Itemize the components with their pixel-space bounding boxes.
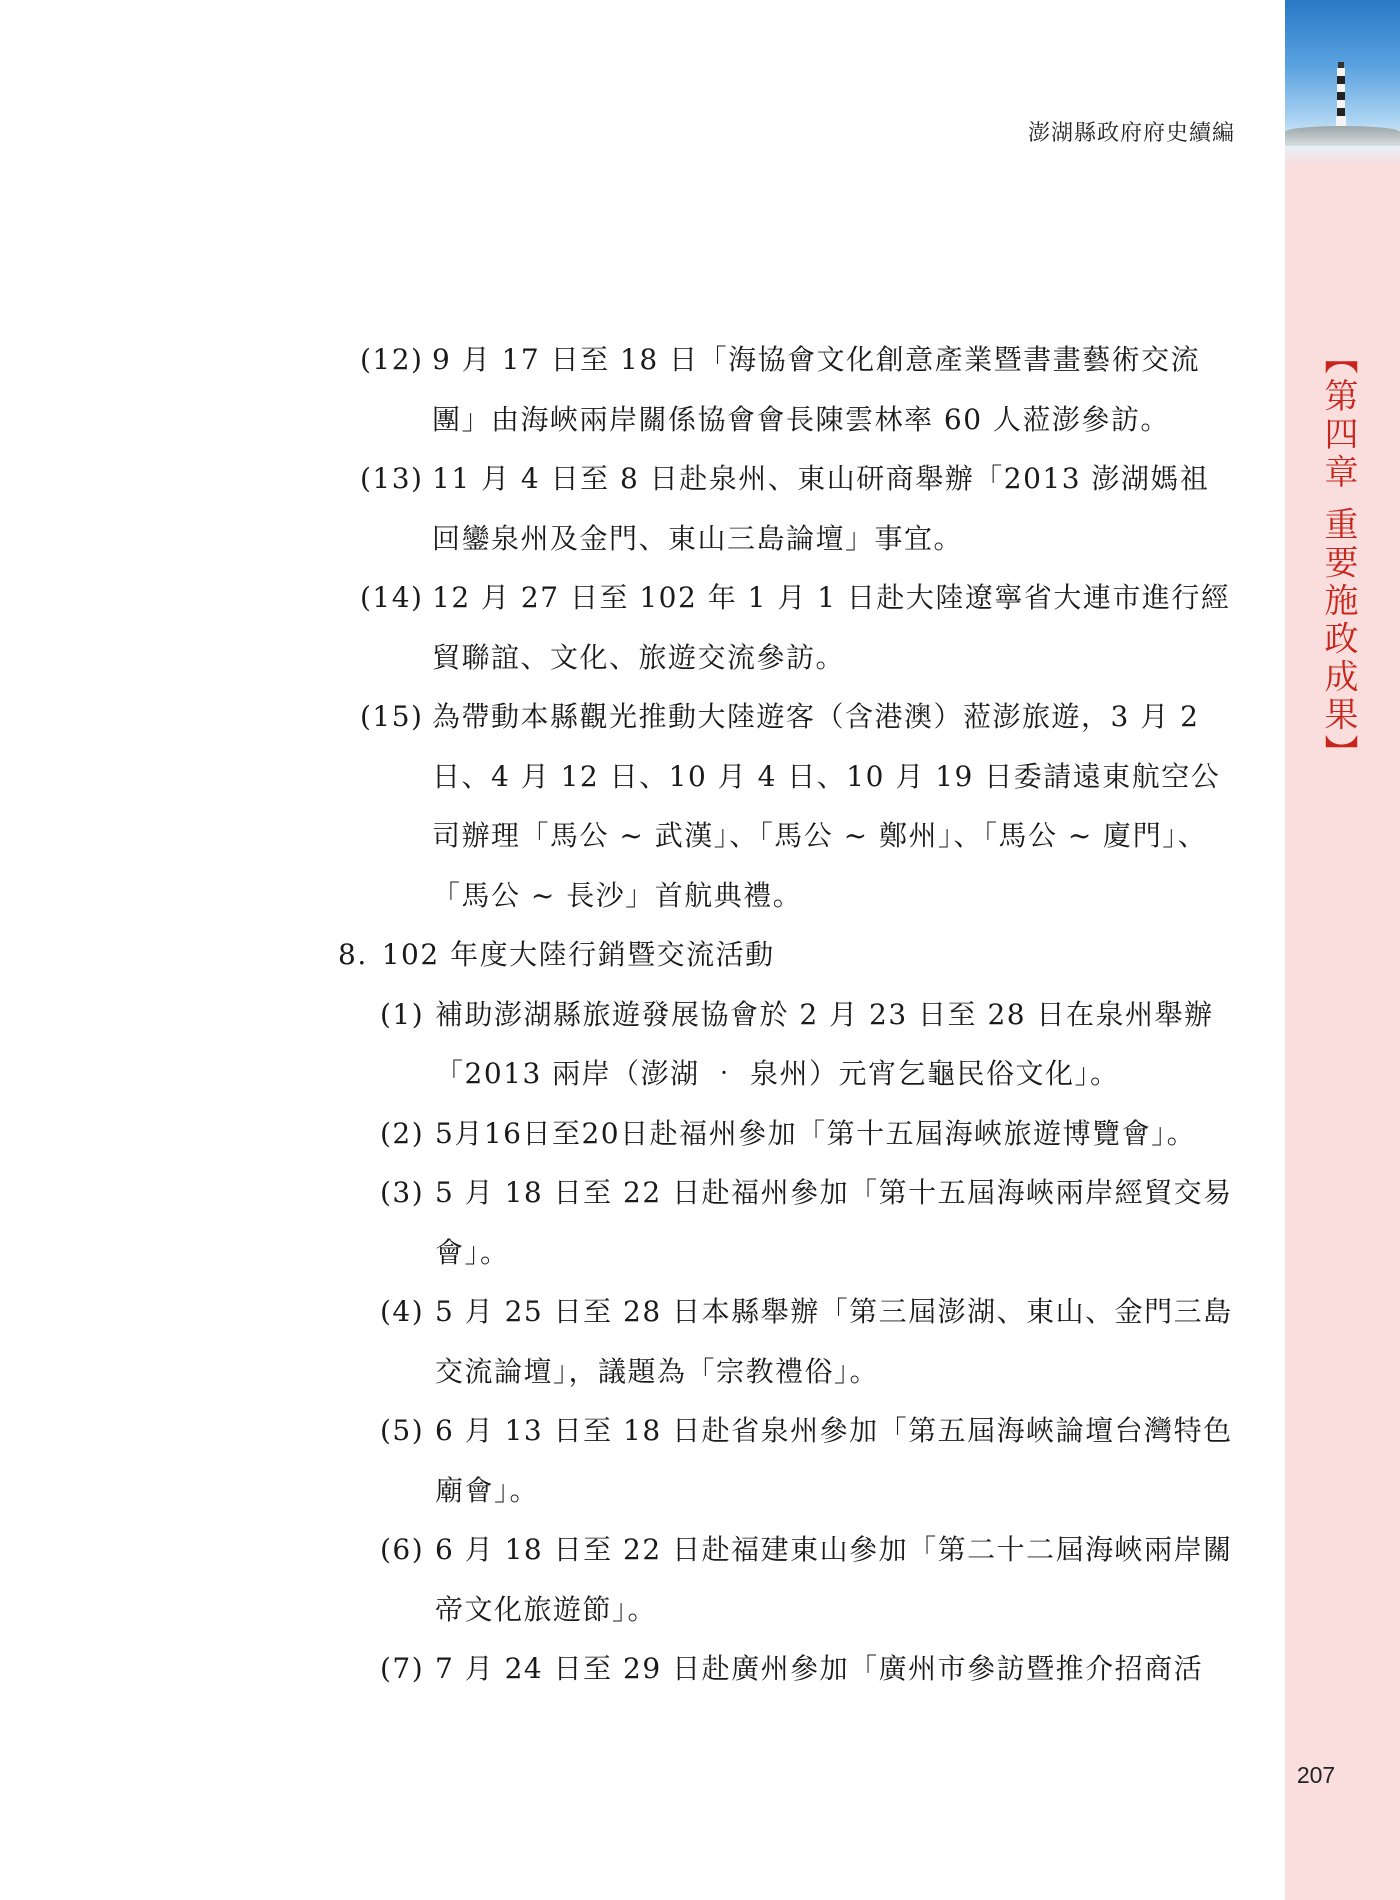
- item-marker: (4): [380, 1295, 425, 1328]
- lighthouse-photo: [1285, 0, 1400, 165]
- chapter-sidebar: [1285, 0, 1400, 1900]
- chapter-title: 【第四章 重要施政成果】: [1318, 340, 1358, 773]
- item-marker: (13): [360, 462, 424, 495]
- item-text: 5月16日至20日赴福州參加「第十五屆海峽旅遊博覽會」。: [435, 1116, 1197, 1150]
- item-text: 7 月 24 日至 29 日赴廣州參加「廣州市參訪暨推介招商活: [435, 1652, 1204, 1685]
- section-marker: 8.: [338, 938, 368, 971]
- list-item: [330, 687, 1235, 925]
- item-marker: (3): [380, 1176, 425, 1209]
- item-text: 為帶動本縣觀光推動大陸遊客（含港澳）蒞澎旅遊，3 月 2 日、4 月 12 日、10 月 4 日、10 月 19 日委請遠東航空公司辦理「馬公 ~ 武漢」、「馬公 ~ 鄭州」、「馬公 ~ 廈門」、「馬公 ~ 長沙」首航典禮。: [432, 700, 1221, 912]
- item-text: 5 月 25 日至 28 日本縣舉辦「第三屆澎湖、東山、金門三島交流論壇」，議題為「宗教禮俗」。: [435, 1295, 1233, 1388]
- item-text: 11 月 4 日至 8 日赴泉州、東山研商舉辦「2013 澎湖媽祖回鑾泉州及金門、東山三島論壇」事宜。: [432, 462, 1210, 555]
- item-text: 6 月 13 日至 18 日赴省泉州參加「第五屆海峽論壇台灣特色廟會」。: [435, 1414, 1233, 1507]
- item-marker: (5): [380, 1414, 425, 1447]
- list-item: [330, 1401, 1235, 1520]
- item-marker: (14): [360, 581, 424, 614]
- list-item: [330, 568, 1235, 687]
- item-marker: (2): [380, 1116, 425, 1150]
- list-item: [330, 330, 1235, 449]
- item-text: 6 月 18 日至 22 日赴福建東山參加「第二十二屆海峽兩岸關帝文化旅遊節」。: [435, 1533, 1233, 1626]
- section-heading: [330, 925, 1235, 985]
- list-item: [330, 1163, 1235, 1282]
- item-text: 9 月 17 日至 18 日「海協會文化創意產業暨書畫藝術交流團」由海峽兩岸關係協會會長陳雲林率 60 人蒞澎參訪。: [432, 343, 1201, 436]
- item-text: 5 月 18 日至 22 日赴福州參加「第十五屆海峽兩岸經貿交易會」。: [435, 1176, 1233, 1269]
- page-number: 207: [1296, 1762, 1336, 1788]
- list-item: [330, 985, 1235, 1104]
- body-text: [330, 330, 1235, 1699]
- list-item: [330, 1282, 1235, 1401]
- list-item: [330, 1639, 1235, 1699]
- section-title: 102 年度大陸行銷暨交流活動: [381, 938, 775, 971]
- item-marker: (12): [360, 343, 424, 376]
- list-item: [330, 1104, 1235, 1164]
- item-marker: (15): [360, 700, 424, 733]
- list-item: [330, 449, 1235, 568]
- item-marker: (7): [380, 1652, 425, 1685]
- running-header: 澎湖縣政府府史續編: [1027, 121, 1235, 146]
- item-marker: (6): [380, 1533, 425, 1566]
- lighthouse-icon: [1335, 62, 1347, 126]
- list-item: [330, 1520, 1235, 1639]
- item-marker: (1): [380, 997, 425, 1031]
- item-text: 12 月 27 日至 102 年 1 月 1 日赴大陸遼寧省大連市進行經貿聯誼、文化、旅遊交流參訪。: [432, 581, 1231, 674]
- item-text: 補助澎湖縣旅遊發展協會於 2 月 23 日至 28 日在泉州舉辦「2013 兩岸（澎湖 ‧ 泉州）元宵乞龜民俗文化」。: [435, 997, 1214, 1090]
- island-ground: [1285, 126, 1400, 146]
